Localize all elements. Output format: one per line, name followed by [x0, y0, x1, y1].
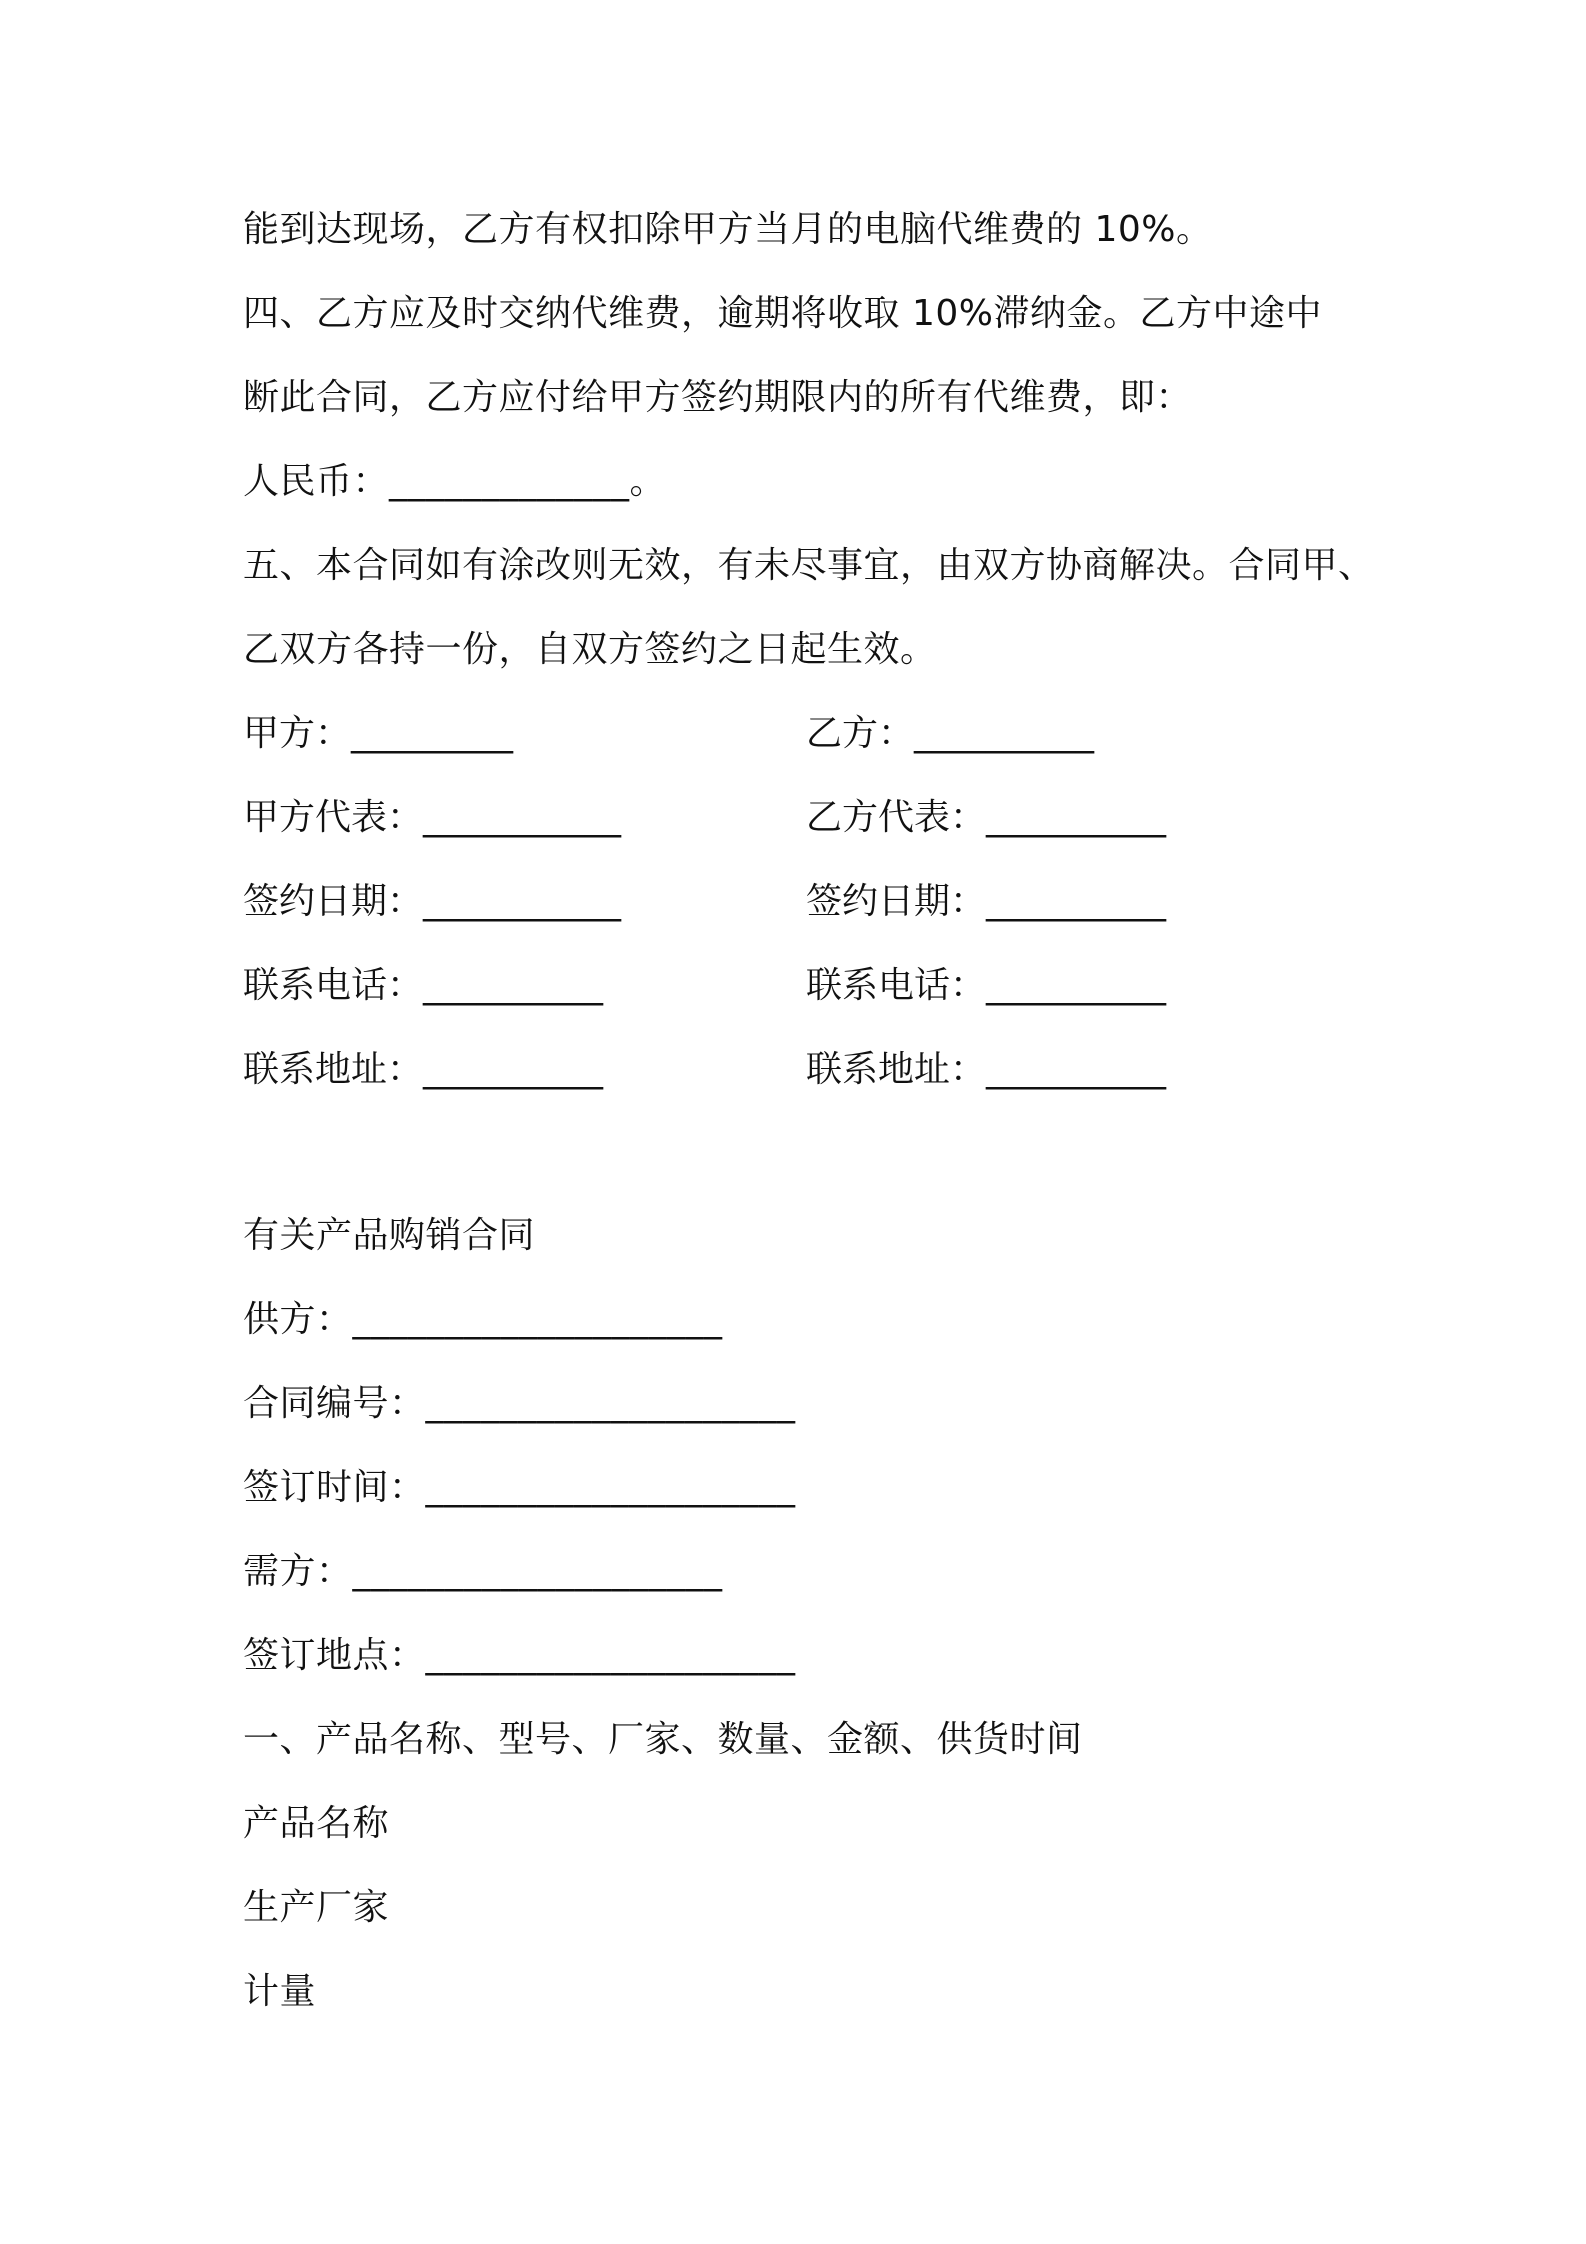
supplier-field: 供方：____________________: [243, 1299, 723, 1340]
paragraph-line: 五、本合同如有涂改则无效，有未尽事宜，由双方协商解决。合同甲、: [243, 545, 1375, 586]
party-a-representative-field: 甲方代表：___________: [243, 797, 622, 838]
paragraph-line: 断此合同，乙方应付给甲方签约期限内的所有代维费，即：: [243, 377, 1193, 418]
party-a-field: 甲方：_________: [243, 713, 514, 754]
contract-title: 有关产品购销合同: [243, 1215, 536, 1256]
section-heading: 一、产品名称、型号、厂家、数量、金额、供货时间: [243, 1719, 1083, 1760]
paragraph-line: 乙双方各持一份，自双方签约之日起生效。: [243, 629, 937, 670]
signature-row: [243, 878, 1353, 926]
signature-row: [243, 710, 1353, 758]
party-b-phone-field: 联系电话：__________: [806, 965, 1167, 1006]
buyer-field: 需方：____________________: [243, 1551, 723, 1592]
paragraph-line: 四、乙方应及时交纳代维费，逾期将收取 10%滞纳金。乙方中途中: [243, 293, 1322, 334]
sign-time-field: 签订时间：____________________: [243, 1467, 796, 1508]
party-b-representative-field: 乙方代表：__________: [806, 797, 1167, 838]
document-page: [243, 0, 1375, 2244]
party-b-field: 乙方：__________: [806, 713, 1095, 754]
product-name-label: 产品名称: [243, 1803, 390, 1844]
unit-label: 计量: [243, 1971, 317, 2012]
signature-row: [243, 1046, 1353, 1094]
manufacturer-label: 生产厂家: [243, 1887, 390, 1928]
sign-place-field: 签订地点：____________________: [243, 1635, 796, 1676]
party-b-sign-date-field: 签约日期：__________: [806, 881, 1167, 922]
party-a-address-field: 联系地址：__________: [243, 1049, 604, 1090]
party-a-phone-field: 联系电话：__________: [243, 965, 604, 1006]
party-a-sign-date-field: 签约日期：___________: [243, 881, 622, 922]
party-b-address-field: 联系地址：__________: [806, 1049, 1167, 1090]
signature-row: [243, 794, 1353, 842]
contract-number-field: 合同编号：____________________: [243, 1383, 796, 1424]
paragraph-line: 能到达现场，乙方有权扣除甲方当月的电脑代维费的 10%。: [243, 209, 1213, 250]
rmb-amount-line: 人民币：_____________。: [243, 461, 667, 502]
signature-row: [243, 962, 1353, 1010]
